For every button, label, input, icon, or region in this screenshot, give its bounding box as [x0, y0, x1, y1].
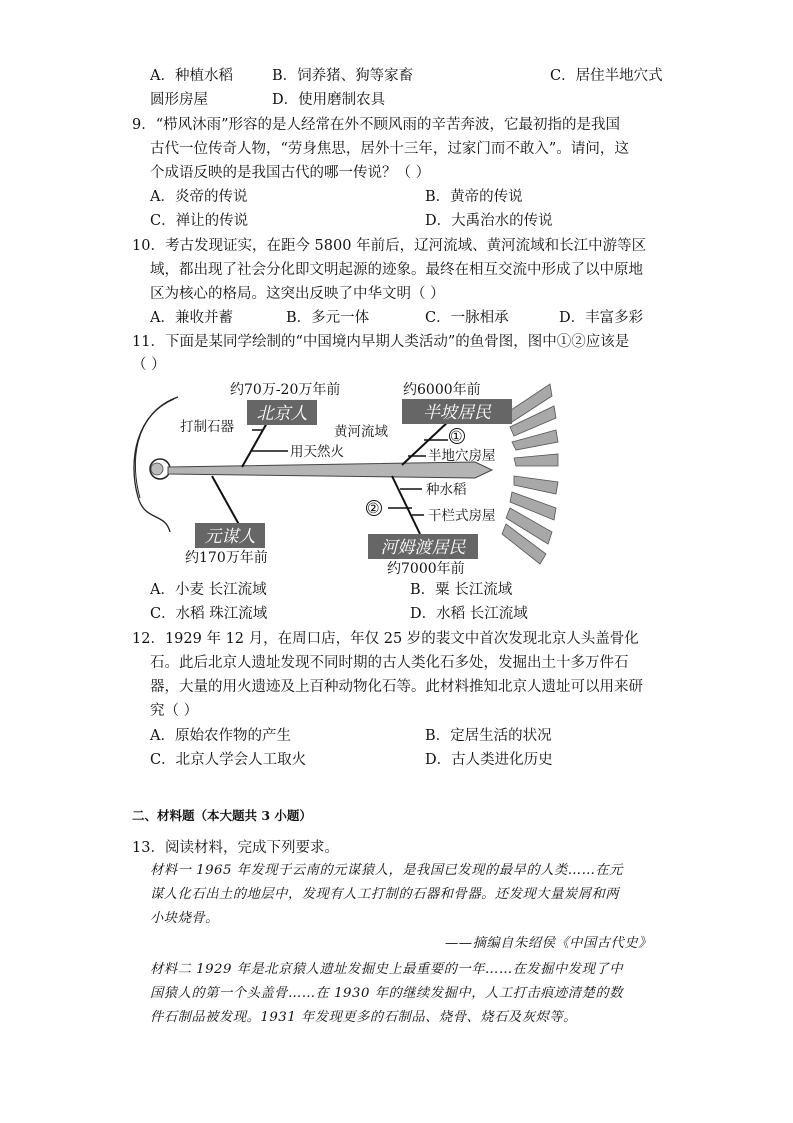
- q8-option-c[interactable]: C．居住半地穴式: [550, 68, 663, 84]
- q13-material1-line1: 材料一 1965 年发现于云南的元谋猿人，是我国已发现的最早的人类……在元: [150, 863, 623, 878]
- q13-material1-line2: 谋人化石出土的地层中，发现有人工打制的石器和骨器。还发现大量炭屑和两: [150, 887, 620, 902]
- huanghe-label: 黄河流域: [334, 424, 388, 440]
- fish-eye-pupil: [151, 463, 163, 475]
- bone-yuanmou: [212, 476, 242, 530]
- q11-option-c[interactable]: C．水稻 珠江流域: [150, 606, 268, 622]
- q12-option-c[interactable]: C．北京人学会人工取火: [150, 752, 307, 768]
- q12-stem-line4: 究（ ）: [150, 703, 199, 719]
- yuanmou-label: 元谋人: [204, 527, 256, 547]
- yuanmou-date: 约170万年前: [185, 550, 268, 566]
- q12-option-b[interactable]: B．定居生活的状况: [425, 728, 552, 744]
- circle2-label: ②: [367, 501, 380, 517]
- q8-option-d[interactable]: D．使用磨制农具: [272, 92, 386, 108]
- q12-option-d[interactable]: D．古人类进化历史: [425, 752, 553, 768]
- circle1-label: ①: [450, 429, 463, 445]
- q10-option-d[interactable]: D．丰富多彩: [559, 310, 644, 326]
- q12-stem-line1: 12．1929 年 12 月，在周口店，年仅 25 岁的裴文中首次发现北京人头盖骨化: [132, 631, 639, 647]
- q8-option-b[interactable]: B．饲养猪、狗等家畜: [272, 68, 414, 84]
- beijing-date: 约70万-20万年前: [230, 382, 341, 398]
- banpo-date: 约6000年前: [403, 382, 481, 398]
- q10-stem-line2: 域，都出现了社会分化即文明起源的迹象。最终在相互交流中形成了以中原地: [150, 262, 643, 278]
- q10-stem-line3: 区为核心的格局。这突出反映了中华文明（ ）: [150, 286, 445, 302]
- section-heading: 二、材料题（本大题共 3 小题）: [132, 808, 312, 823]
- q13-material1-source: ——摘编自朱绍侯《中国古代史》: [445, 936, 652, 951]
- banxue-label: 半地穴房屋: [428, 448, 496, 464]
- q9-option-b[interactable]: B．黄帝的传说: [425, 189, 523, 205]
- q8-option-c-continued: 圆形房屋: [150, 92, 208, 108]
- q9-stem-line1: 9．“栉风沐雨”形容的是人经常在外不顾风雨的辛苦奔波，它最初指的是我国: [132, 117, 621, 133]
- q13-material2-line2: 国猿人的第一个头盖骨……在 1930 年的继续发掘中，人工打击痕迹清楚的数: [150, 986, 623, 1001]
- q13-material1-line3: 小块烧骨。: [150, 911, 219, 926]
- q10-option-c[interactable]: C．一脉相承: [425, 310, 509, 326]
- q11-option-d[interactable]: D．水稻 长江流域: [410, 606, 528, 622]
- ganlan-label: 干栏式房屋: [428, 508, 496, 524]
- hemudu-label: 河姆渡居民: [380, 538, 466, 558]
- fish-head-arc-inner: [135, 399, 174, 498]
- q10-option-a[interactable]: A．兼收并蓄: [150, 310, 233, 326]
- q11-stem-line1: 11．下面是某同学绘制的“中国境内早期人类活动”的鱼骨图，图中①②应该是: [132, 334, 630, 350]
- q12-stem-line2: 石。此后北京人遗址发现不同时期的古人类化石多处，发掘出土十多万件石: [150, 655, 629, 671]
- hemudu-date: 约7000年前: [387, 561, 465, 577]
- beijing-label: 北京人: [256, 404, 308, 424]
- fish-spine: [168, 462, 492, 478]
- q11-option-a[interactable]: A．小麦 长江流域: [150, 582, 267, 598]
- bone-hemudu: [392, 476, 420, 534]
- q9-option-d[interactable]: D．大禹治水的传说: [425, 213, 553, 229]
- q9-option-a[interactable]: A．炎帝的传说: [150, 189, 248, 205]
- q13-material2-line1: 材料二 1929 年是北京猿人遗址发掘史上最重要的一年……在发掘中发现了中: [150, 962, 623, 977]
- zhongshuidao-label: 种水稻: [426, 482, 467, 498]
- q9-stem-line2: 古代一位传奇人物，“劳身焦思，居外十三年，过家门而不敢入”。请问，这: [150, 141, 629, 157]
- yongtianran-label: 用天然火: [290, 444, 344, 460]
- dazhi-label: 打制石器: [180, 419, 234, 435]
- q9-stem-line3: 个成语反映的是我国古代的哪一传说？（ ）: [150, 165, 431, 181]
- q11-option-b[interactable]: B．粟 长江流域: [410, 582, 513, 598]
- q9-option-c[interactable]: C．禅让的传说: [150, 213, 249, 229]
- q11-stem-line2: （ ）: [132, 357, 166, 373]
- q13-material2-line3: 件石制品被发现。1931 年发现更多的石制品、烧骨、烧石及灰烬等。: [150, 1010, 577, 1025]
- q10-option-b[interactable]: B．多元一体: [286, 310, 370, 326]
- fishbone-diagram: [130, 372, 570, 577]
- q12-option-a[interactable]: A．原始农作物的产生: [150, 728, 291, 744]
- q12-stem-line3: 器，大量的用火遗迹及上百种动物化石等。此材料推知北京人遗址可以用来研: [150, 679, 643, 695]
- q13-stem: 13．阅读材料，完成下列要求。: [132, 840, 339, 856]
- q8-option-a[interactable]: A．种植水稻: [150, 68, 233, 84]
- q10-stem-line1: 10．考古发现证实，在距今 5800 年前后，辽河流域、黄河流域和长江中游等区: [132, 238, 647, 254]
- banpo-label: 半坡居民: [423, 403, 491, 423]
